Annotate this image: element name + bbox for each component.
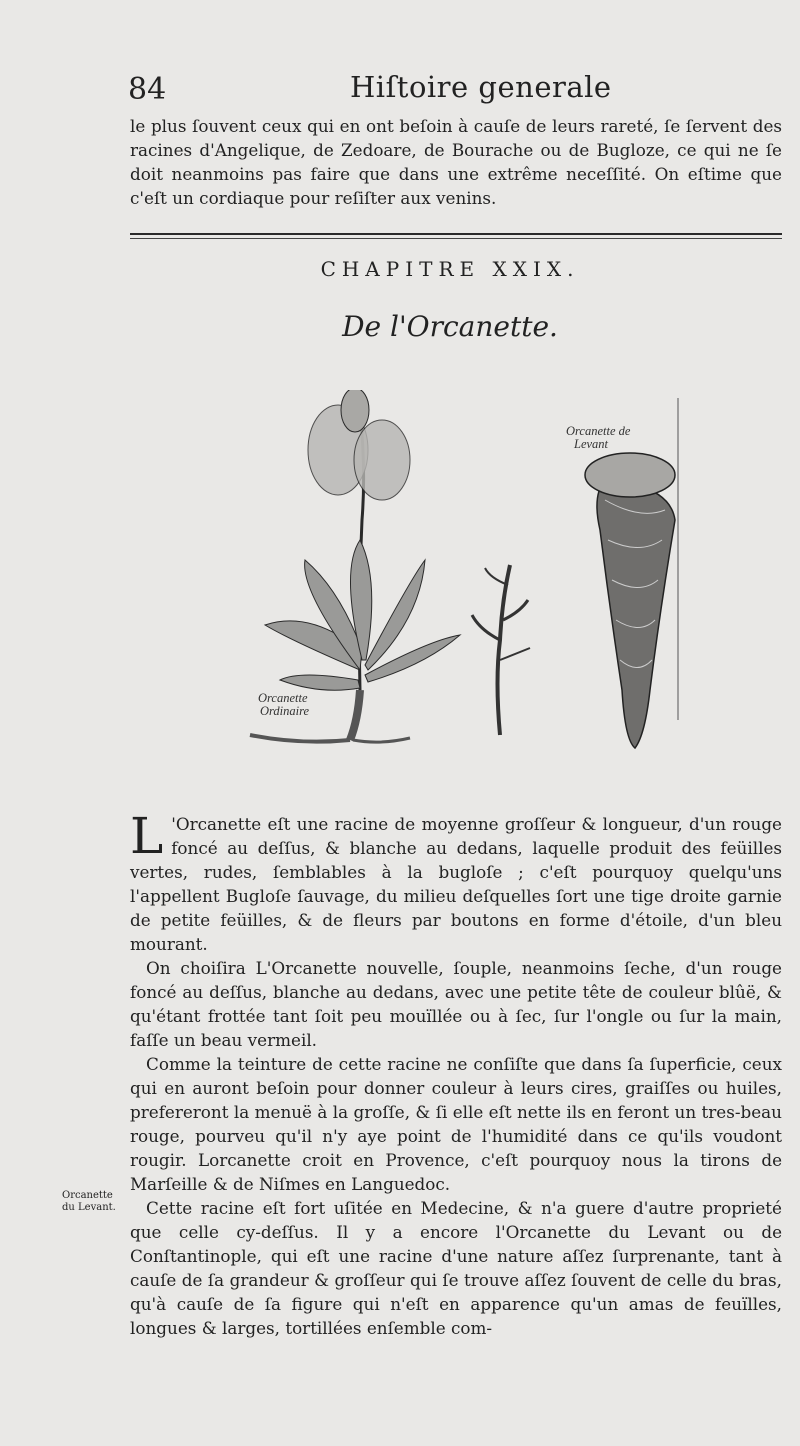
section-rule [130,233,782,235]
label-ordinaire-1: Orcanette [258,691,308,705]
leaf-6 [280,675,360,690]
label-ordinaire-2: Ordinaire [260,704,310,718]
chapter-body [130,807,782,1340]
small-root [472,565,530,735]
chapter-label: CHAPITRE XXIX. [320,257,580,281]
page-number: 84 [128,72,167,107]
flower-cluster-right [354,420,410,500]
root-levant [585,453,675,748]
paragraph-1 [130,807,782,956]
root-spread-left [250,735,350,742]
chapter-title: De l'Orcanette. [342,310,558,343]
root-spread-right [353,738,410,742]
paragraph-1-text: 'Orcanette eſt une racine de moyenne groſſeur & longueur, d'un rouge foncé au deſſus, & blanche au dedans, laquelle produit des feüilles vertes, rudes, ſemblables à la bugloſe ; c'eſt pourquoy quelqu'uns l'appellent Bugloſe ſauvage, du milieu deſquelles ſort une tige droite garnie de petite feüilles, & de fleurs par boutons en forme d'étoile, d'un bleu mourant. [130,814,782,954]
plant-ordinaire [250,390,460,742]
drop-cap: L [130,807,164,865]
margin-note [62,1190,132,1214]
paragraph-4: Cette racine eſt fort uſitée en Medecine, & n'a guere d'autre proprieté que celle cy-deſſus. Il y a encore l'Orcanette du Levant ou de Conſtantinople, qui eſt une racine d'une nature aſſez ſurprenante, tant à cauſe de ſa grandeur & groſſeur qui ſe trouve aſſez ſouvent de celle du bras, qu'à cauſe de ſa figure qui n'eſt en apparence qu'un amas de feuïlles, longues & larges, tortillées enſemble com- [130,1198,782,1338]
paragraph-3: Comme la teinture de cette racine ne conſiſte que dans ſa ſuperficie, ceux qui en auront beſoin pour donner couleur à leurs cires, graiſſes ou huiles, prefereront la menuë à la groſſe, & ſi elle eſt nette ils en feront un tres-beau rouge, pourveu qu'il n'y aye point de l'humidité dans ce qu'ils voudont rougir. Lorcanette croit en Provence, c'eſt pourquoy nous la tirons de Marſeille & de Niſmes en Languedoc. [130,1054,782,1194]
intro-paragraph: le plus ſouvent ceux qui en ont beſoin à cauſe de leurs rareté, ſe ſervent des racines d'Angelique, de Zedoare, de Bourache ou de Bugloze, ce qui ne ſe doit neanmoins pas faire que dans une extrême neceſſité. On eſtime que c'eſt un cordiaque pour reſiſter aux venins. [130,116,782,208]
levant-crown [585,453,675,497]
flower-top [341,390,369,432]
section-rule-thin [130,238,782,239]
margin-note-line-1: Orcanette [62,1190,113,1201]
plate-drawing [210,390,690,760]
label-levant-1: Orcanette de [566,424,631,438]
root-ordinaire [350,690,360,740]
running-title: Hiſtoire generale [350,70,612,104]
margin-note-line-2: du Levant. [62,1202,116,1213]
paragraph-2: On choiſira L'Orcanette nouvelle, ſouple, neanmoins ſeche, d'un rouge foncé au deſſus, blanche au dedans, avec une petite tête de couleur blûë, & qu'étant frottée tant ſoit peu mouïllée ou à ſec, ſur l'ongle ou ſur la main, faſſe un beau vermeil. [130,958,782,1050]
botanical-illustration [210,390,690,760]
label-levant-2: Levant [574,437,609,451]
